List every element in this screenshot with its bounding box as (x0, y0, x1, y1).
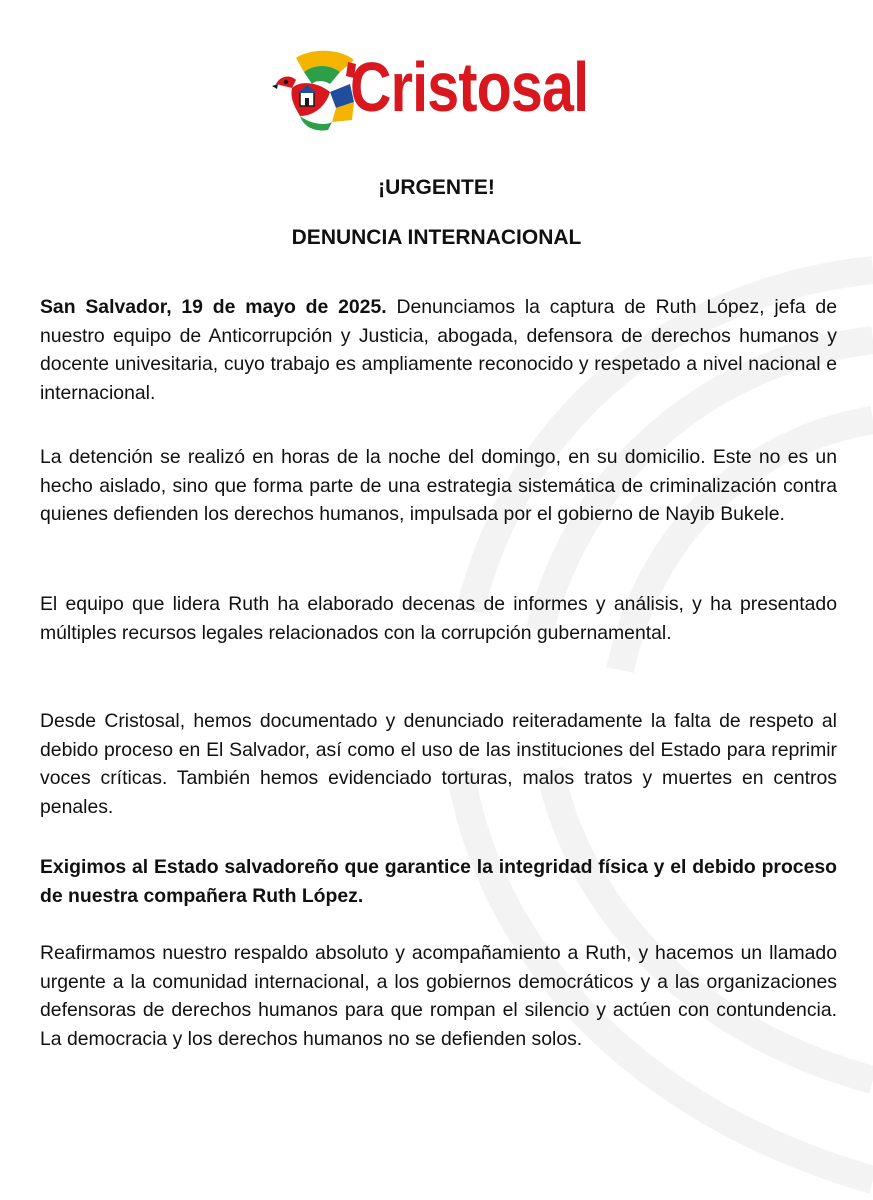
cristosal-logo (270, 44, 610, 134)
paragraph-6: Reafirmamos nuestro respaldo absoluto y acompañamiento a Ruth, y hacemos un llamado urgente a la comunidad internacional, a los gobiernos democráticos y a las organizaciones defensoras de derechos humanos para que rompan el silencio y actúen con contundencia. La democracia y los derechos humanos no se defienden solos. (40, 942, 837, 1050)
paragraph-1 (40, 293, 837, 407)
paragraph-3: El equipo que lidera Ruth ha elaborado decenas de informes y análisis, y ha presentado múltiples recursos legales relacionados con la corrupción gubernamental. (40, 593, 837, 644)
document-title: DENUNCIA INTERNACIONAL (291, 226, 582, 249)
paragraph-1-text: Denunciamos la captura de Ruth López, jefa de nuestro equipo de Anticorrupción y Justicia, abogada, defensora de derechos humanos y docente univesitaria, cuyo trabajo es ampliamente reconocido y respetado a nivel nacional e internacional. (40, 296, 838, 404)
urgent-heading: ¡URGENTE! (378, 176, 495, 199)
brand-wordmark: Cristosal (350, 48, 589, 126)
paragraph-4: Desde Cristosal, hemos documentado y denunciado reiteradamente la falta de respeto al debido proceso en El Salvador, así como el uso de las instituciones del Estado para reprimir voces críticas. También hemos evidenciado torturas, malos tratos y muertes en centros penales. (40, 710, 837, 818)
dateline: San Salvador, 19 de mayo de 2025. (40, 296, 387, 318)
bird-icon (270, 44, 358, 132)
demand-statement: Exigimos al Estado salvadoreño que garantice la integridad física y el debido proceso de nuestra compañera Ruth López. (40, 856, 837, 907)
paragraph-2: La detención se realizó en horas de la noche del domingo, en su domicilio. Este no es un hecho aislado, sino que forma parte de una estrategia sistemática de criminalización contra quienes defienden los derechos humanos, impulsada por el gobierno de Nayib Bukele. (40, 446, 837, 526)
